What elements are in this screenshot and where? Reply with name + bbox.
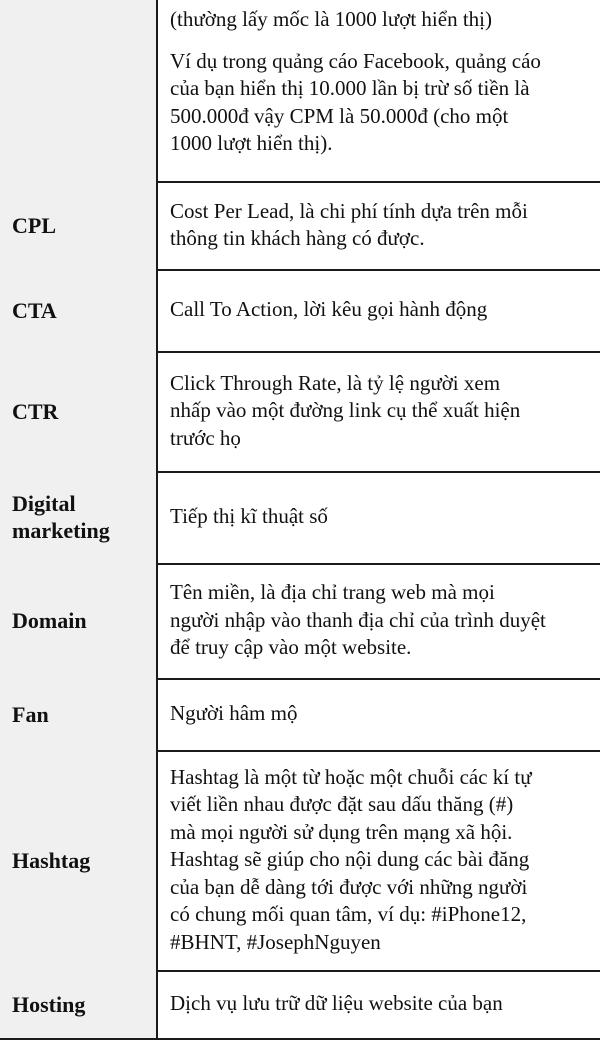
definition-line: Người hâm mộ: [170, 701, 298, 726]
term-label: CTA: [12, 297, 57, 323]
term-label: Digital marketing: [12, 491, 110, 543]
term-label: Hashtag: [12, 847, 91, 873]
definition-line: Hashtag sẽ giúp cho nội dung các bài đăng: [170, 847, 530, 872]
definition-cell: [158, 563, 600, 678]
definition-line: Call To Action, lời kêu gọi hành động: [170, 297, 488, 322]
definition-cell: [158, 269, 600, 351]
term-cell: [0, 269, 158, 351]
definition-line: Cost Per Lead, là chi phí tính dựa trên mỗi: [170, 198, 528, 223]
table-row: [0, 678, 600, 752]
term-cell: [0, 351, 158, 471]
term-cell: [0, 750, 158, 970]
term-label: Domain: [12, 608, 87, 633]
table-row: [0, 181, 600, 271]
term-cell: [0, 970, 158, 1038]
table-row: [0, 471, 600, 565]
table-row: [0, 563, 600, 680]
table-row: [0, 351, 600, 473]
term-cell: [0, 563, 158, 678]
definition-cell: [158, 0, 600, 181]
definition-line: người nhập vào thanh địa chỉ của trình duyệt: [170, 607, 546, 632]
table-row: [0, 0, 600, 183]
definition-line: nhấp vào một đường link cụ thể xuất hiện: [170, 398, 521, 423]
table-row: [0, 750, 600, 972]
definition-line: để truy cập vào một website.: [170, 635, 412, 660]
definition-line: trước họ: [170, 425, 241, 450]
definition-line: 1000 lượt hiển thị).: [170, 131, 333, 155]
definition-line: #BHNT, #JosephNguyen: [170, 929, 381, 954]
term-label: CPL: [12, 212, 56, 238]
term-cell: [0, 471, 158, 563]
definition-line: Click Through Rate, là tỷ lệ người xem: [170, 370, 501, 395]
table-row: [0, 970, 600, 1040]
definition-cell: [158, 750, 600, 970]
definition-cell: [158, 181, 600, 269]
definition-line: Tên miền, là địa chỉ trang web mà mọi: [170, 580, 495, 605]
definition-line: (thường lấy mốc là 1000 lượt hiển thị): [170, 7, 493, 31]
definition-cell: [158, 351, 600, 471]
definition-line: viết liền nhau được đặt sau dấu thăng (#): [170, 792, 514, 817]
definition-line: thông tin khách hàng có được.: [170, 226, 425, 250]
term-cell: [0, 0, 158, 181]
definition-line: 500.000đ vậy CPM là 50.000đ (cho một: [170, 103, 509, 128]
definition-line: có chung mối quan tâm, ví dụ: #iPhone12,: [170, 902, 527, 927]
definition-line: Dịch vụ lưu trữ dữ liệu website của bạn: [170, 991, 503, 1016]
definition-line: của bạn hiển thị 10.000 lần bị trừ số tiền là: [170, 76, 530, 100]
term-label: CTR: [12, 398, 59, 424]
term-label: Hosting: [12, 991, 86, 1017]
definition-cell: [158, 970, 600, 1038]
definition-line: của bạn dễ dàng tới được với những người: [170, 874, 528, 899]
term-label: Fan: [12, 701, 49, 727]
table-row: [0, 269, 600, 353]
definition-cell: [158, 678, 600, 750]
term-cell: [0, 181, 158, 269]
term-cell: [0, 678, 158, 750]
definition-cell: [158, 471, 600, 563]
definition-line: Ví dụ trong quảng cáo Facebook, quảng cáo: [170, 48, 541, 73]
definition-line: Tiếp thị kĩ thuật số: [170, 504, 328, 529]
definition-line: mà mọi người sử dụng trên mạng xã hội.: [170, 819, 513, 844]
definition-line: Hashtag là một từ hoặc một chuỗi các kí tự: [170, 764, 532, 789]
